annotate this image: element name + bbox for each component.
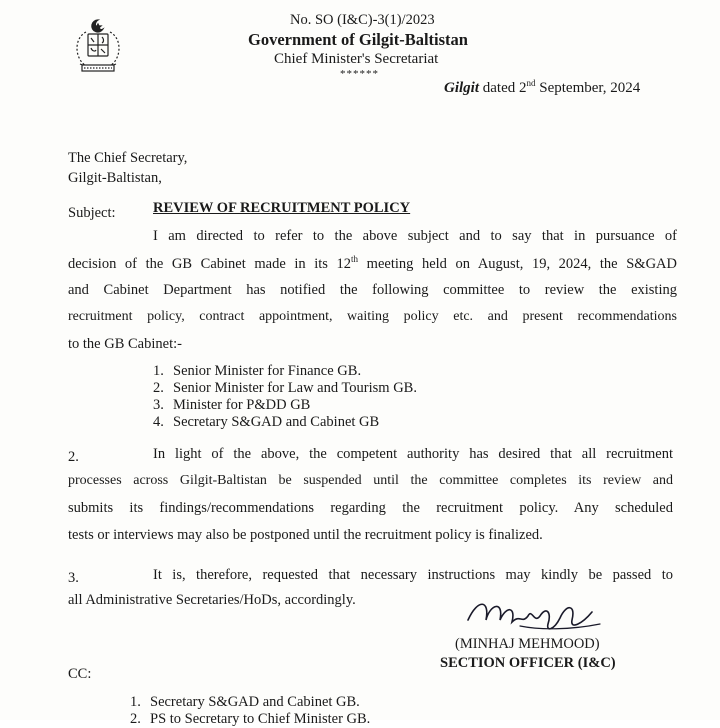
para1-line-1: I am directed to refer to the above subject and to say that in pursuance of [153,228,677,244]
reference-number: No. SO (I&C)-3(1)/2023 [290,12,435,28]
committee-item-text: Senior Minister for Finance GB. [173,363,362,379]
committee-item [153,397,310,414]
cc-item-text: PS to Secretary to Chief Minister GB. [150,711,371,727]
para3-line-1: It is, therefore, requested that necessary instructions may kindly be passed to [153,567,673,583]
date-prefix: dated 2 [479,80,527,96]
para2-line-3: submits its findings/recommendations regarding the recruitment policy. Any scheduled [68,500,673,516]
letter-date [444,78,640,97]
committee-item-num: 4. [153,414,164,430]
para2-number: 2. [68,449,79,465]
addressee-line-2: Gilgit-Baltistan, [68,170,162,186]
date-rest: September, 2024 [535,80,641,96]
separator-stars: ****** [340,68,379,80]
signature-icon [460,590,610,638]
para2-line-1: In light of the above, the competent authority has desired that all recruitment [153,446,673,462]
committee-item-text: Secretary S&GAD and Cabinet GB [173,414,380,430]
date-place: Gilgit [444,80,480,96]
para3-number: 3. [68,570,79,586]
cc-label: CC: [68,666,92,682]
cc-item-num: 2. [130,711,141,727]
committee-item-num: 2. [153,380,164,396]
para1-line-3: and Cabinet Department has notified the following committee to review the existing [68,282,677,298]
para2-line-2: processes across Gilgit-Baltistan be suspended until the committee completes its review and [68,473,673,488]
committee-item [153,414,379,431]
para1-line-2b: meeting held on August, 19, 2024, the S&GAD [358,255,677,272]
para2-line-4: tests or interviews may also be postponed until the recruitment policy is finalized. [68,527,543,543]
signatory-title: SECTION OFFICER (I&C) [440,655,616,671]
committee-item-num: 1. [153,363,164,379]
subject-label: Subject: [68,205,116,221]
para1-line-2 [68,254,677,273]
para1-line-2a: decision of the GB Cabinet made in its 12 [68,255,352,272]
addressee-line-1: The Chief Secretary, [68,150,188,166]
office-title: Chief Minister's Secretariat [274,51,439,67]
government-title: Government of Gilgit-Baltistan [248,30,468,49]
committee-item-num: 3. [153,397,164,413]
government-emblem-icon [68,18,128,78]
para1-line-5: to the GB Cabinet:- [68,336,182,352]
committee-item [153,363,361,380]
para3-line-2: all Administrative Secretaries/HoDs, accordingly. [68,592,356,608]
cc-item-text: Secretary S&GAD and Cabinet GB. [150,694,360,710]
committee-item [153,380,417,397]
para1-line-4: recruitment policy, contract appointment, waiting policy etc. and present recommendations [68,309,677,324]
subject-text: REVIEW OF RECRUITMENT POLICY [153,200,411,216]
cc-item-num: 1. [130,694,141,710]
para1-ordinal: th [351,254,359,264]
committee-item-text: Minister for P&DD GB [173,397,311,413]
signatory-name: (MINHAJ MEHMOOD) [455,636,600,652]
cc-item [130,694,360,711]
committee-item-text: Senior Minister for Law and Tourism GB. [173,380,417,396]
date-ordinal: nd [526,78,536,88]
